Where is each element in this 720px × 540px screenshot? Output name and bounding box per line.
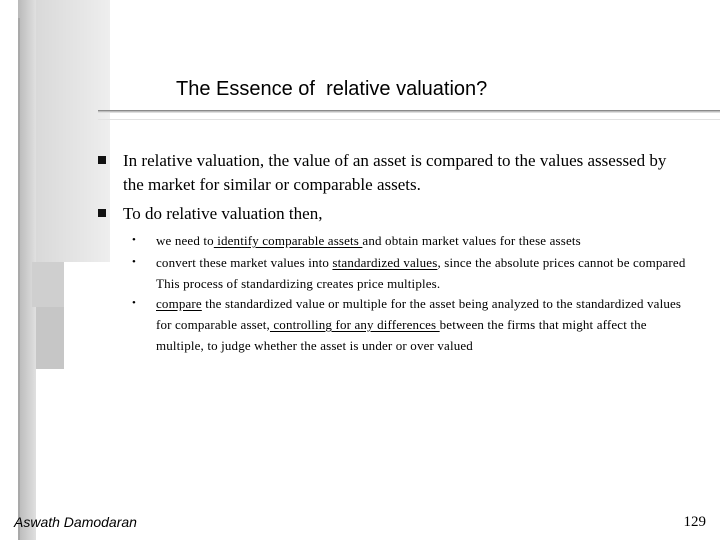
decor-bar-wide — [26, 0, 110, 262]
footer-author: Aswath Damodaran — [14, 514, 137, 530]
square-bullet-icon — [98, 209, 106, 217]
dot-bullet-icon: • — [132, 256, 137, 268]
decor-line — [18, 18, 20, 540]
slide-title: The Essence of relative valuation? — [176, 78, 488, 100]
underlined-phrase: compare — [156, 296, 202, 311]
dot-bullet-icon: • — [132, 234, 137, 246]
sub-bullet-text: we need to identify comparable assets and obtain market values for these assets — [156, 233, 581, 248]
bullet-text: In relative valuation, the value of an asset is compared to the values assessed by the market for similar or comparable assets. — [123, 151, 667, 194]
dot-bullet-icon: • — [132, 297, 137, 309]
decor-block-1 — [32, 262, 64, 307]
sub-bullet-text: compare the standardized value or multiple for the asset being analyzed to the standardized values for comparable asset, controlling for any differences between the firms that might affect the multiple, to judge whether the asset is under or over valued — [156, 296, 682, 353]
sub-bullet-text: convert these market values into standardized values, since the absolute prices cannot be compared This process of standardizing creates price multiples. — [156, 255, 686, 291]
underlined-phrase: identify comparable assets — [213, 233, 363, 248]
underlined-phrase: controlling for any differences — [269, 317, 440, 332]
decor-block-2 — [36, 307, 64, 369]
bullet-text: To do relative valuation then, — [123, 204, 323, 223]
title-divider — [98, 110, 720, 111]
title-divider-shadow — [98, 119, 720, 120]
page-number: 129 — [683, 514, 706, 530]
square-bullet-icon — [98, 156, 106, 164]
underlined-phrase: standardized values — [332, 255, 438, 270]
